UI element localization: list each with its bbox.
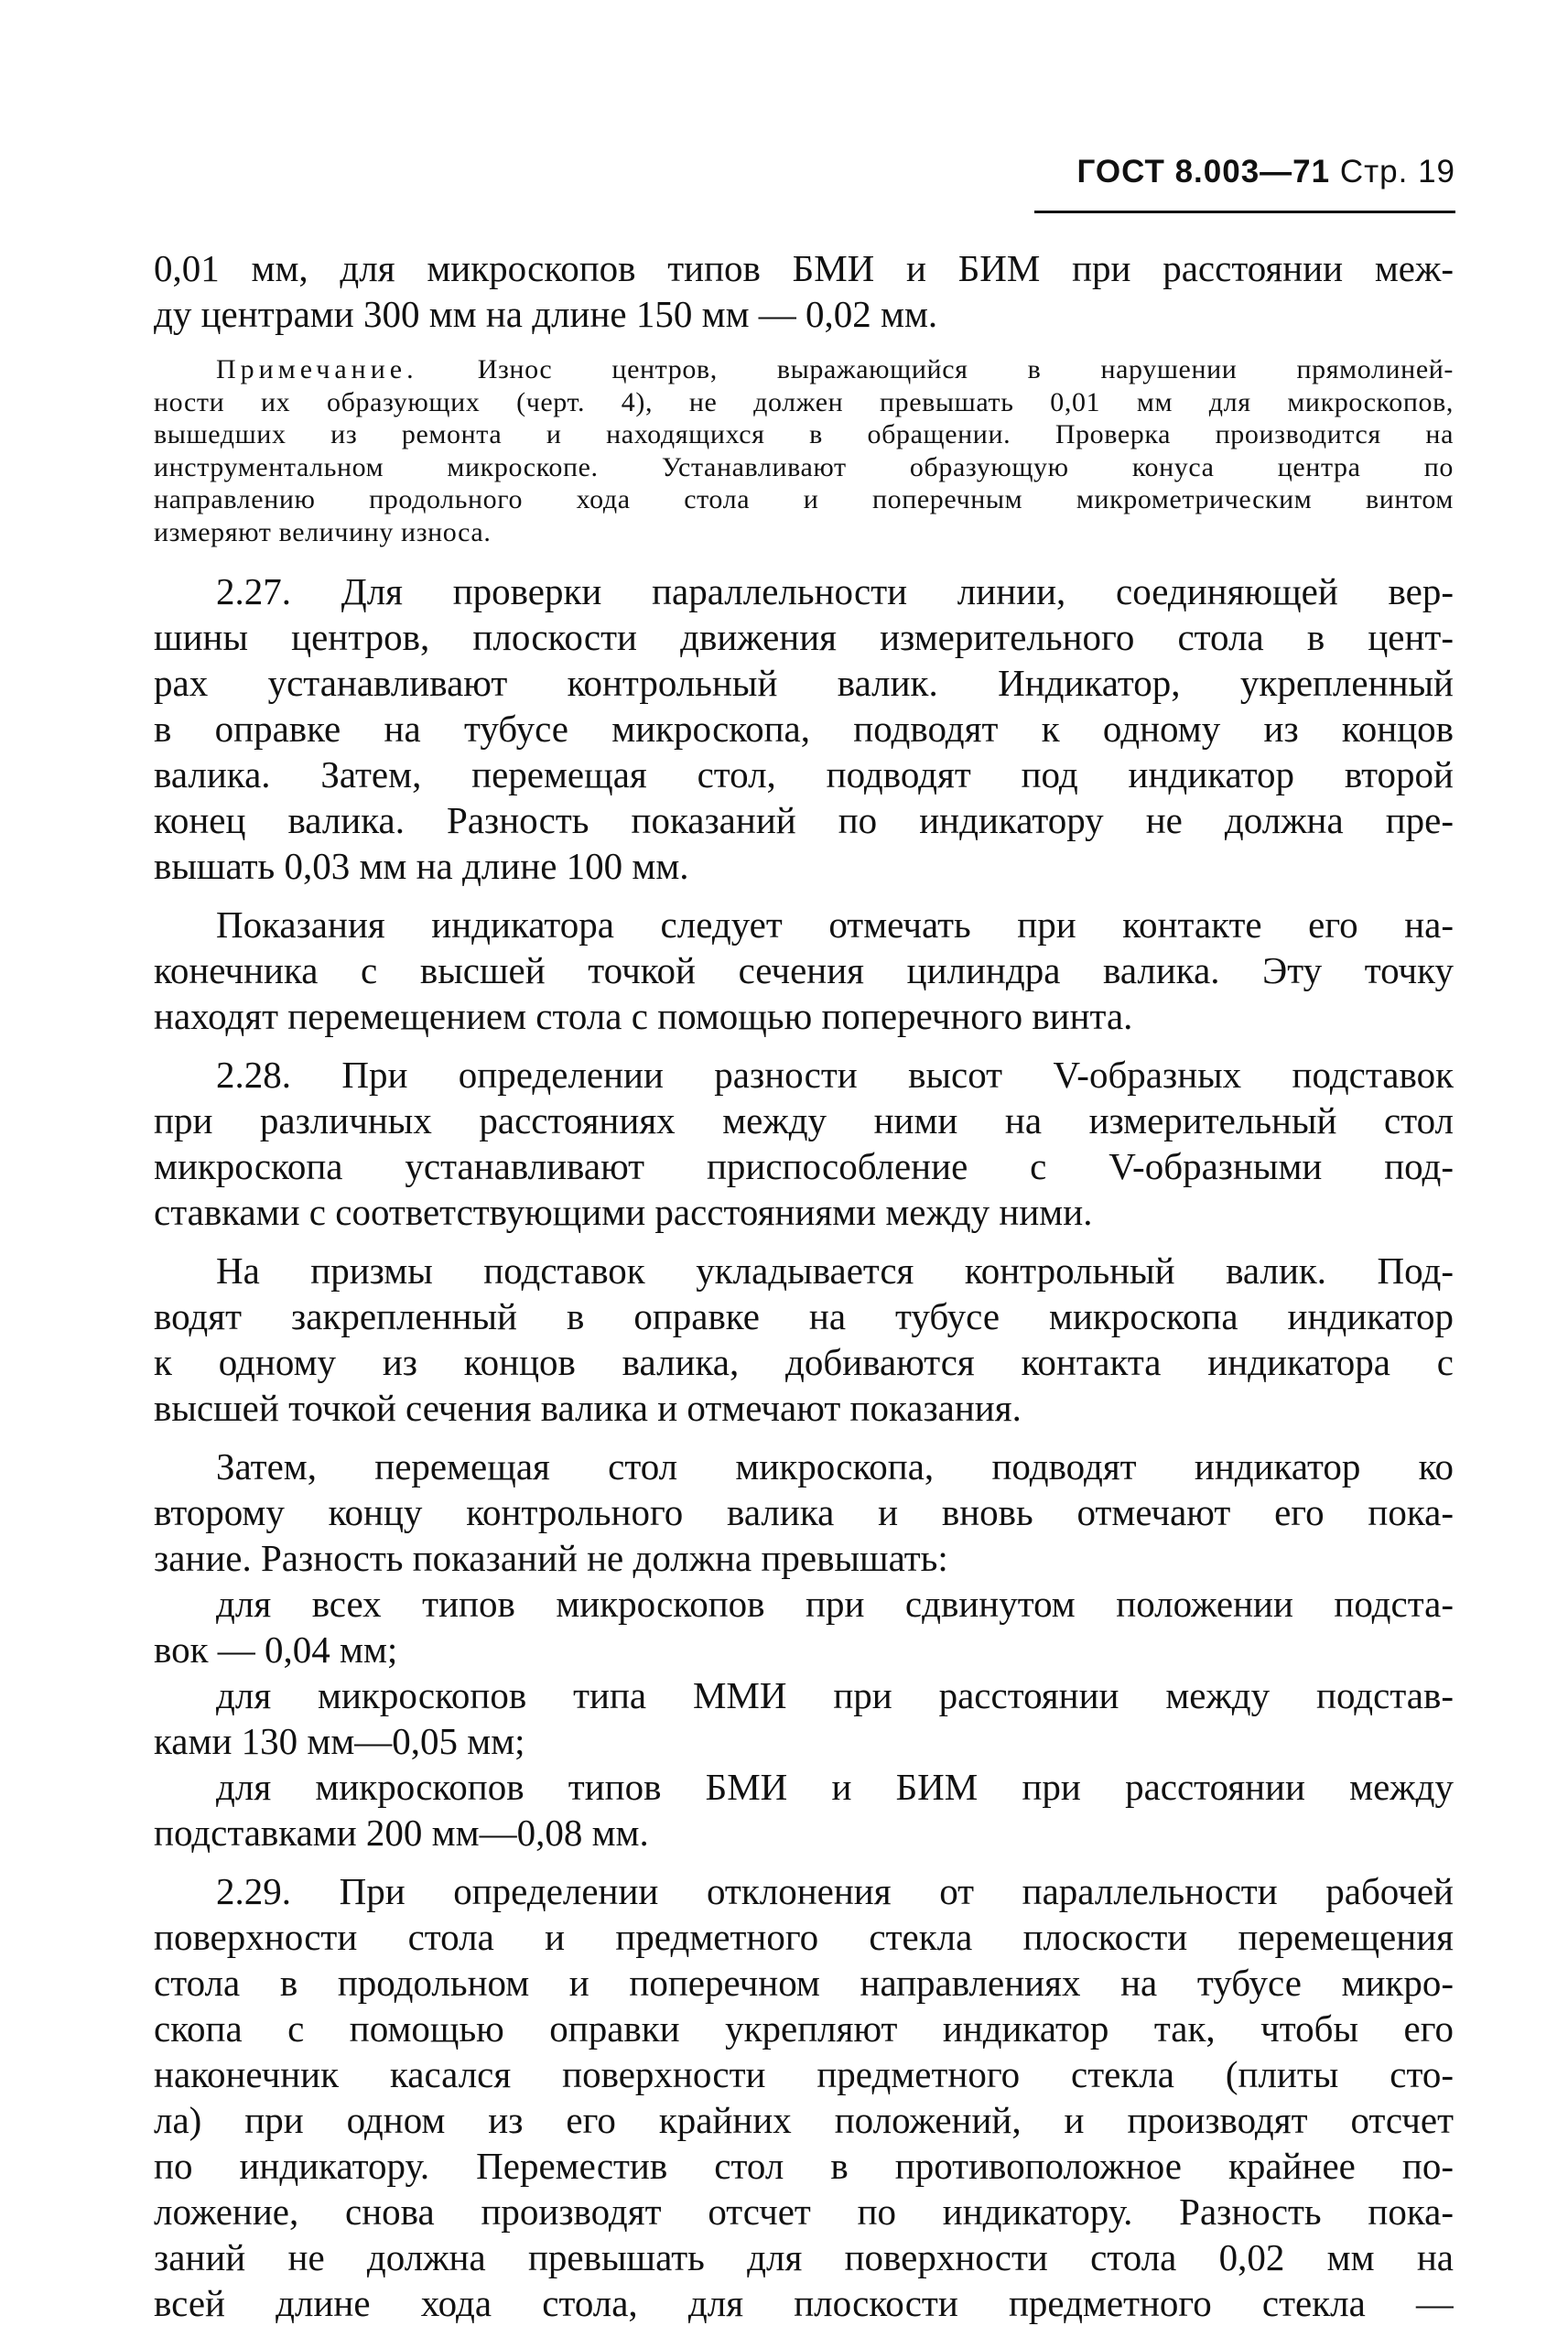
header-rule	[1034, 211, 1455, 213]
intro-paragraph	[154, 245, 1454, 337]
standard-number: ГОСТ 8.003—71	[1076, 154, 1331, 189]
note-first-line	[154, 353, 1454, 386]
paragraph-then	[154, 1444, 1454, 1581]
paragraph-2-28	[154, 1052, 1454, 1235]
text-line: конец валика. Разность показаний по индикатору не должна пре-	[154, 799, 1454, 841]
paragraph-2-29	[154, 1868, 1454, 2326]
text-line: второму концу контрольного валика и вновь отмечают его пока-	[154, 1491, 1454, 1533]
text-line: 2.29. При определении отклонения от параллельности рабочей	[216, 1870, 1454, 1912]
spacer	[154, 548, 1454, 568]
text-line: ками 130 мм—0,05 мм;	[154, 1720, 525, 1762]
note-block	[154, 353, 1454, 548]
text-line: микроскопа устанавливают приспособление с V-образными под-	[154, 1145, 1454, 1187]
spacer	[154, 1235, 1454, 1248]
text-line: ла) при одном из его крайних положений, и производят отсчет	[154, 2099, 1454, 2141]
text-line: скопа с помощью оправки укрепляют индикатор так, чтобы его	[154, 2007, 1454, 2050]
text-line: поверхности стола и предметного стекла плоскости перемещения	[154, 1916, 1454, 1958]
paragraph-prisms	[154, 1248, 1454, 1431]
text-line: ду центрами 300 мм на длине 150 мм — 0,02 мм.	[154, 293, 938, 335]
text-line: Показания индикатора следует отмечать при контакте его на-	[216, 903, 1454, 946]
text-line: для микроскопов типов БМИ и БИМ при расстоянии между	[216, 1766, 1454, 1808]
spacer	[154, 1039, 1454, 1052]
body-text	[154, 245, 1454, 2326]
text-line: Затем, перемещая стол микроскопа, подводят индикатор ко	[216, 1445, 1454, 1488]
text-line: рах устанавливают контрольный валик. Индикатор, укрепленный	[154, 662, 1454, 704]
text-line: 0,01 мм, для микроскопов типов БМИ и БИМ при расстоянии меж-	[154, 247, 1454, 289]
text-line: при различных расстояниях между ними на измерительный стол	[154, 1099, 1454, 1141]
text-line: заний не должна превышать для поверхности стола 0,02 мм на	[154, 2236, 1454, 2278]
note-line: измеряют величину износа.	[154, 516, 492, 547]
note-line: инструментальном микроскопе. Устанавливают образующую конуса центра по	[154, 451, 1454, 482]
text-line: находят перемещением стола с помощью поперечного винта.	[154, 995, 1133, 1037]
note-label: Примечание.	[216, 354, 418, 384]
text-line: шины центров, плоскости движения измерительного стола в цент-	[154, 616, 1454, 658]
text-line: подставками 200 мм—0,08 мм.	[154, 1812, 649, 1854]
text-line: 2.27. Для проверки параллельности линии, соединяющей вер-	[216, 570, 1454, 612]
list-item-bmi-bim	[154, 1764, 1454, 1855]
page-number: Стр. 19	[1339, 154, 1455, 189]
text-line: зание. Разность показаний не должна превышать:	[154, 1537, 948, 1579]
note-text: Износ центров, выражающийся в нарушении прямолиней-	[477, 354, 1454, 384]
text-line: к одному из концов валика, добиваются контакта индикатора с	[154, 1341, 1454, 1383]
spacer	[154, 889, 1454, 902]
text-line: стола в продольном и поперечном направлениях на тубусе микро-	[154, 1962, 1454, 2004]
list-item-mmi	[154, 1672, 1454, 1764]
text-line: водят закрепленный в оправке на тубусе микроскопа индикатор	[154, 1295, 1454, 1337]
text-line: валика. Затем, перемещая стол, подводят под индикатор второй	[154, 753, 1454, 795]
spacer	[154, 1855, 1454, 1868]
text-line: ставками с соответствующими расстояниями между ними.	[154, 1191, 1093, 1233]
text-line: для всех типов микроскопов при сдвинутом положении подста-	[216, 1583, 1454, 1625]
text-line: На призмы подставок укладывается контрольный валик. Под-	[216, 1250, 1454, 1292]
text-line: по индикатору. Переместив стол в противоположное крайнее по-	[154, 2145, 1454, 2187]
text-line: вок — 0,04 мм;	[154, 1628, 398, 1671]
text-line: ложение, снова производят отсчет по индикатору. Разность пока-	[154, 2191, 1454, 2233]
note-line: вышедших из ремонта и находящихся в обращении. Проверка производится на	[154, 419, 1454, 449]
text-line: конечника с высшей точкой сечения цилиндра валика. Эту точку	[154, 949, 1454, 991]
note-line: направлению продольного хода стола и поперечным микрометрическим винтом	[154, 484, 1454, 514]
text-line: вышать 0,03 мм на длине 100 мм.	[154, 845, 689, 887]
list-item-all-types	[154, 1581, 1454, 1672]
paragraph-2-27	[154, 568, 1454, 889]
text-line: наконечник касался поверхности предметного стекла (плиты сто-	[154, 2053, 1454, 2095]
spacer	[154, 1431, 1454, 1444]
note-line: ности их образующих (черт. 4), не должен превышать 0,01 мм для микроскопов,	[154, 386, 1454, 417]
page-header	[1016, 154, 1455, 190]
text-line: всей длине хода стола, для плоскости предметного стекла —	[154, 2282, 1454, 2324]
text-line: в оправке на тубусе микроскопа, подводят к одному из концов	[154, 708, 1454, 750]
text-line: высшей точкой сечения валика и отмечают показания.	[154, 1387, 1022, 1429]
text-line: для микроскопов типа ММИ при расстоянии между подстав-	[216, 1674, 1454, 1716]
text-line: 2.28. При определении разности высот V-образных подставок	[216, 1054, 1454, 1096]
paragraph-readings	[154, 902, 1454, 1039]
